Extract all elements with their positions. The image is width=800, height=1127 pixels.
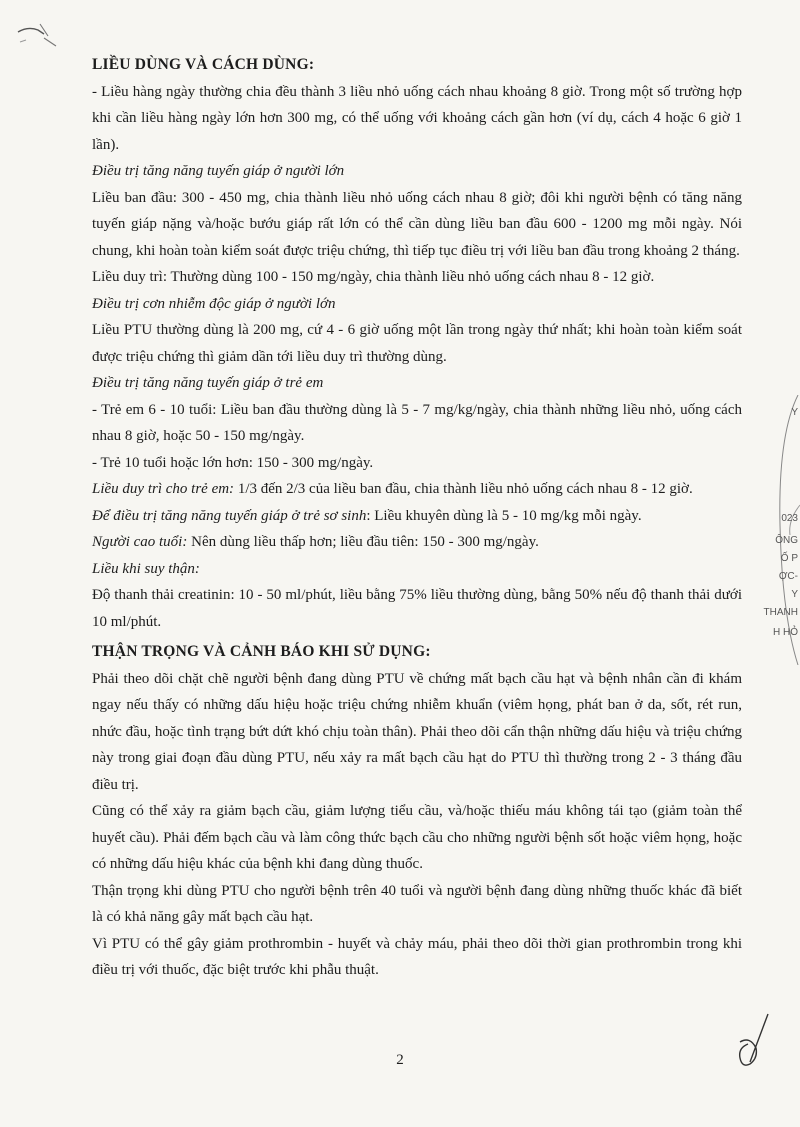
stamp-text-line: ÔNG bbox=[775, 535, 798, 546]
subheading-adult-hyperthyroid: Điều trị tăng năng tuyến giáp ở người lớn bbox=[92, 163, 345, 179]
stamp-text-line: 023 bbox=[781, 513, 798, 524]
paragraph-creatinine-clearance: Độ thanh thải creatinin: 10 - 50 ml/phút, liều bằng 75% liều thường dùng, bằng 50% nếu độ thanh thải dưới 10 ml/phút. bbox=[92, 587, 742, 630]
stamp-border bbox=[760, 395, 800, 665]
neonates-label: Để điều trị tăng năng tuyến giáp ở trẻ sơ sinh bbox=[92, 507, 367, 524]
corner-smudge-mark bbox=[14, 18, 74, 58]
subheading-children: Điều trị tăng năng tuyến giáp ở trẻ em bbox=[92, 375, 324, 391]
paragraph-over-40: Thận trọng khi dùng PTU cho người bệnh trên 40 tuổi và người bệnh đang dùng những thuốc khác đã biết là có khả năng gây mất bạch cầu hạt. bbox=[92, 882, 742, 925]
elderly-text: Nên dùng liều thấp hơn; liều đầu tiên: 150 - 300 mg/ngày. bbox=[187, 534, 539, 550]
paragraph-children-10-plus: - Trẻ 10 tuổi hoặc lớn hơn: 150 - 300 mg/ngày. bbox=[92, 454, 374, 471]
stamp-text-line: Ố P bbox=[780, 553, 798, 564]
paragraph-initial-dose: Liều ban đầu: 300 - 450 mg, chia thành liều nhỏ uống cách nhau 8 giờ; đôi khi người bệnh có tăng năng tuyến giáp nặng và/hoặc bướu giáp rất lớn có thể cần dùng liều ban đầu 600 - 1200 mg mỗi ngày. Nói chung, khi hoàn toàn kiểm soát được triệu chứng, thì tiếp tục điều trị với liều ban đầu trong khoảng 2 tháng. bbox=[92, 189, 742, 259]
stamp-text-line: H HỎ bbox=[773, 627, 798, 638]
document-body bbox=[92, 52, 742, 984]
paragraph-elderly bbox=[92, 529, 742, 556]
elderly-label: Người cao tuổi: bbox=[92, 534, 188, 550]
children-maintenance-text: 1/3 đến 2/3 của liều ban đầu, chia thành liều nhỏ uống cách nhau 8 - 12 giờ. bbox=[234, 481, 693, 497]
subheading-thyroid-storm: Điều trị cơn nhiễm độc giáp ở người lớn bbox=[92, 295, 336, 312]
paragraph-children-6-10: - Trẻ em 6 - 10 tuổi: Liều ban đầu thường dùng là 5 - 7 mg/kg/ngày, chia thành những liều nhỏ, uống cách nhau 8 giờ, hoặc 50 - 150 mg/ngày. bbox=[92, 401, 742, 444]
children-maintenance-label: Liều duy trì cho trẻ em: bbox=[92, 481, 235, 497]
paragraph-daily-dose: - Liều hàng ngày thường chia đều thành 3 liều nhỏ uống cách nhau khoảng 8 giờ. Trong một số trường hợp khi cần liều hàng ngày lớn hơn 300 mg, có thể uống với khoảng cách gần hơn (ví dụ, cách 4 hoặc 6 giờ 1 lần). bbox=[92, 83, 742, 153]
stamp-text-line: Y bbox=[791, 589, 798, 600]
paragraph-agranulocytosis: Phải theo dõi chặt chẽ người bệnh đang dùng PTU về chứng mất bạch cầu hạt và bệnh nhân cần đi khám ngay nếu thấy có những dấu hiệu hoặc triệu chứng nhiễm khuẩn (viêm họng, phát ban ở da, sốt, rét run, nhức đầu, hoặc tình trạng bứt dứt khó chịu toàn thân). Phải theo dõi cẩn thận những dấu hiệu và triệu chứng này trong giai đoạn đầu dùng PTU, nếu xảy ra mất bạch cầu hạt do PTU thì thường trong 2 - 3 tháng đầu điều trị. bbox=[92, 670, 742, 793]
section-heading-dosage: LIỀU DÙNG VÀ CÁCH DÙNG: bbox=[92, 56, 315, 73]
subheading-renal-impairment: Liều khi suy thận: bbox=[92, 560, 200, 577]
paragraph-maintenance-dose: Liều duy trì: Thường dùng 100 - 150 mg/ngày, chia thành liều nhỏ uống cách nhau 8 - 12 giờ. bbox=[92, 269, 655, 285]
paragraph-children-maintenance bbox=[92, 476, 742, 503]
stamp-text-line: ỢC- bbox=[778, 571, 798, 582]
signature-mark bbox=[728, 1012, 778, 1072]
partial-stamp bbox=[760, 395, 800, 665]
paragraph-thyroid-storm-dose: Liều PTU thường dùng là 200 mg, cứ 4 - 6 giờ uống một lần trong ngày thứ nhất; khi hoàn toàn kiểm soát được triệu chứng thì giảm dần tới liều duy trì thường dùng. bbox=[92, 322, 742, 365]
section-heading-precautions: THẬN TRỌNG VÀ CẢNH BÁO KHI SỬ DỤNG: bbox=[92, 643, 431, 660]
stamp-text-line: Y bbox=[791, 407, 798, 418]
paragraph-blood-count: Cũng có thể xảy ra giảm bạch cầu, giảm lượng tiểu cầu, và/hoặc thiếu máu không tái tạo (giảm toàn thể huyết cầu). Phải đếm bạch cầu và làm công thức bạch cầu cho những người bệnh sốt hoặc viêm họng, hoặc có những dấu hiệu khác của bệnh khi đang dùng thuốc. bbox=[92, 803, 742, 872]
neonates-text: : Liều khuyên dùng là 5 - 10 mg/kg mỗi ngày. bbox=[366, 507, 642, 524]
stamp-text-line: THANH bbox=[763, 607, 798, 618]
paragraph-neonates bbox=[92, 503, 742, 530]
page-number: 2 bbox=[396, 1052, 404, 1068]
paragraph-prothrombin: Vì PTU có thể gây giảm prothrombin - huyết và chảy máu, phải theo dõi thời gian prothrombin trong khi điều trị với thuốc, đặc biệt trước khi phẫu thuật. bbox=[92, 935, 742, 978]
